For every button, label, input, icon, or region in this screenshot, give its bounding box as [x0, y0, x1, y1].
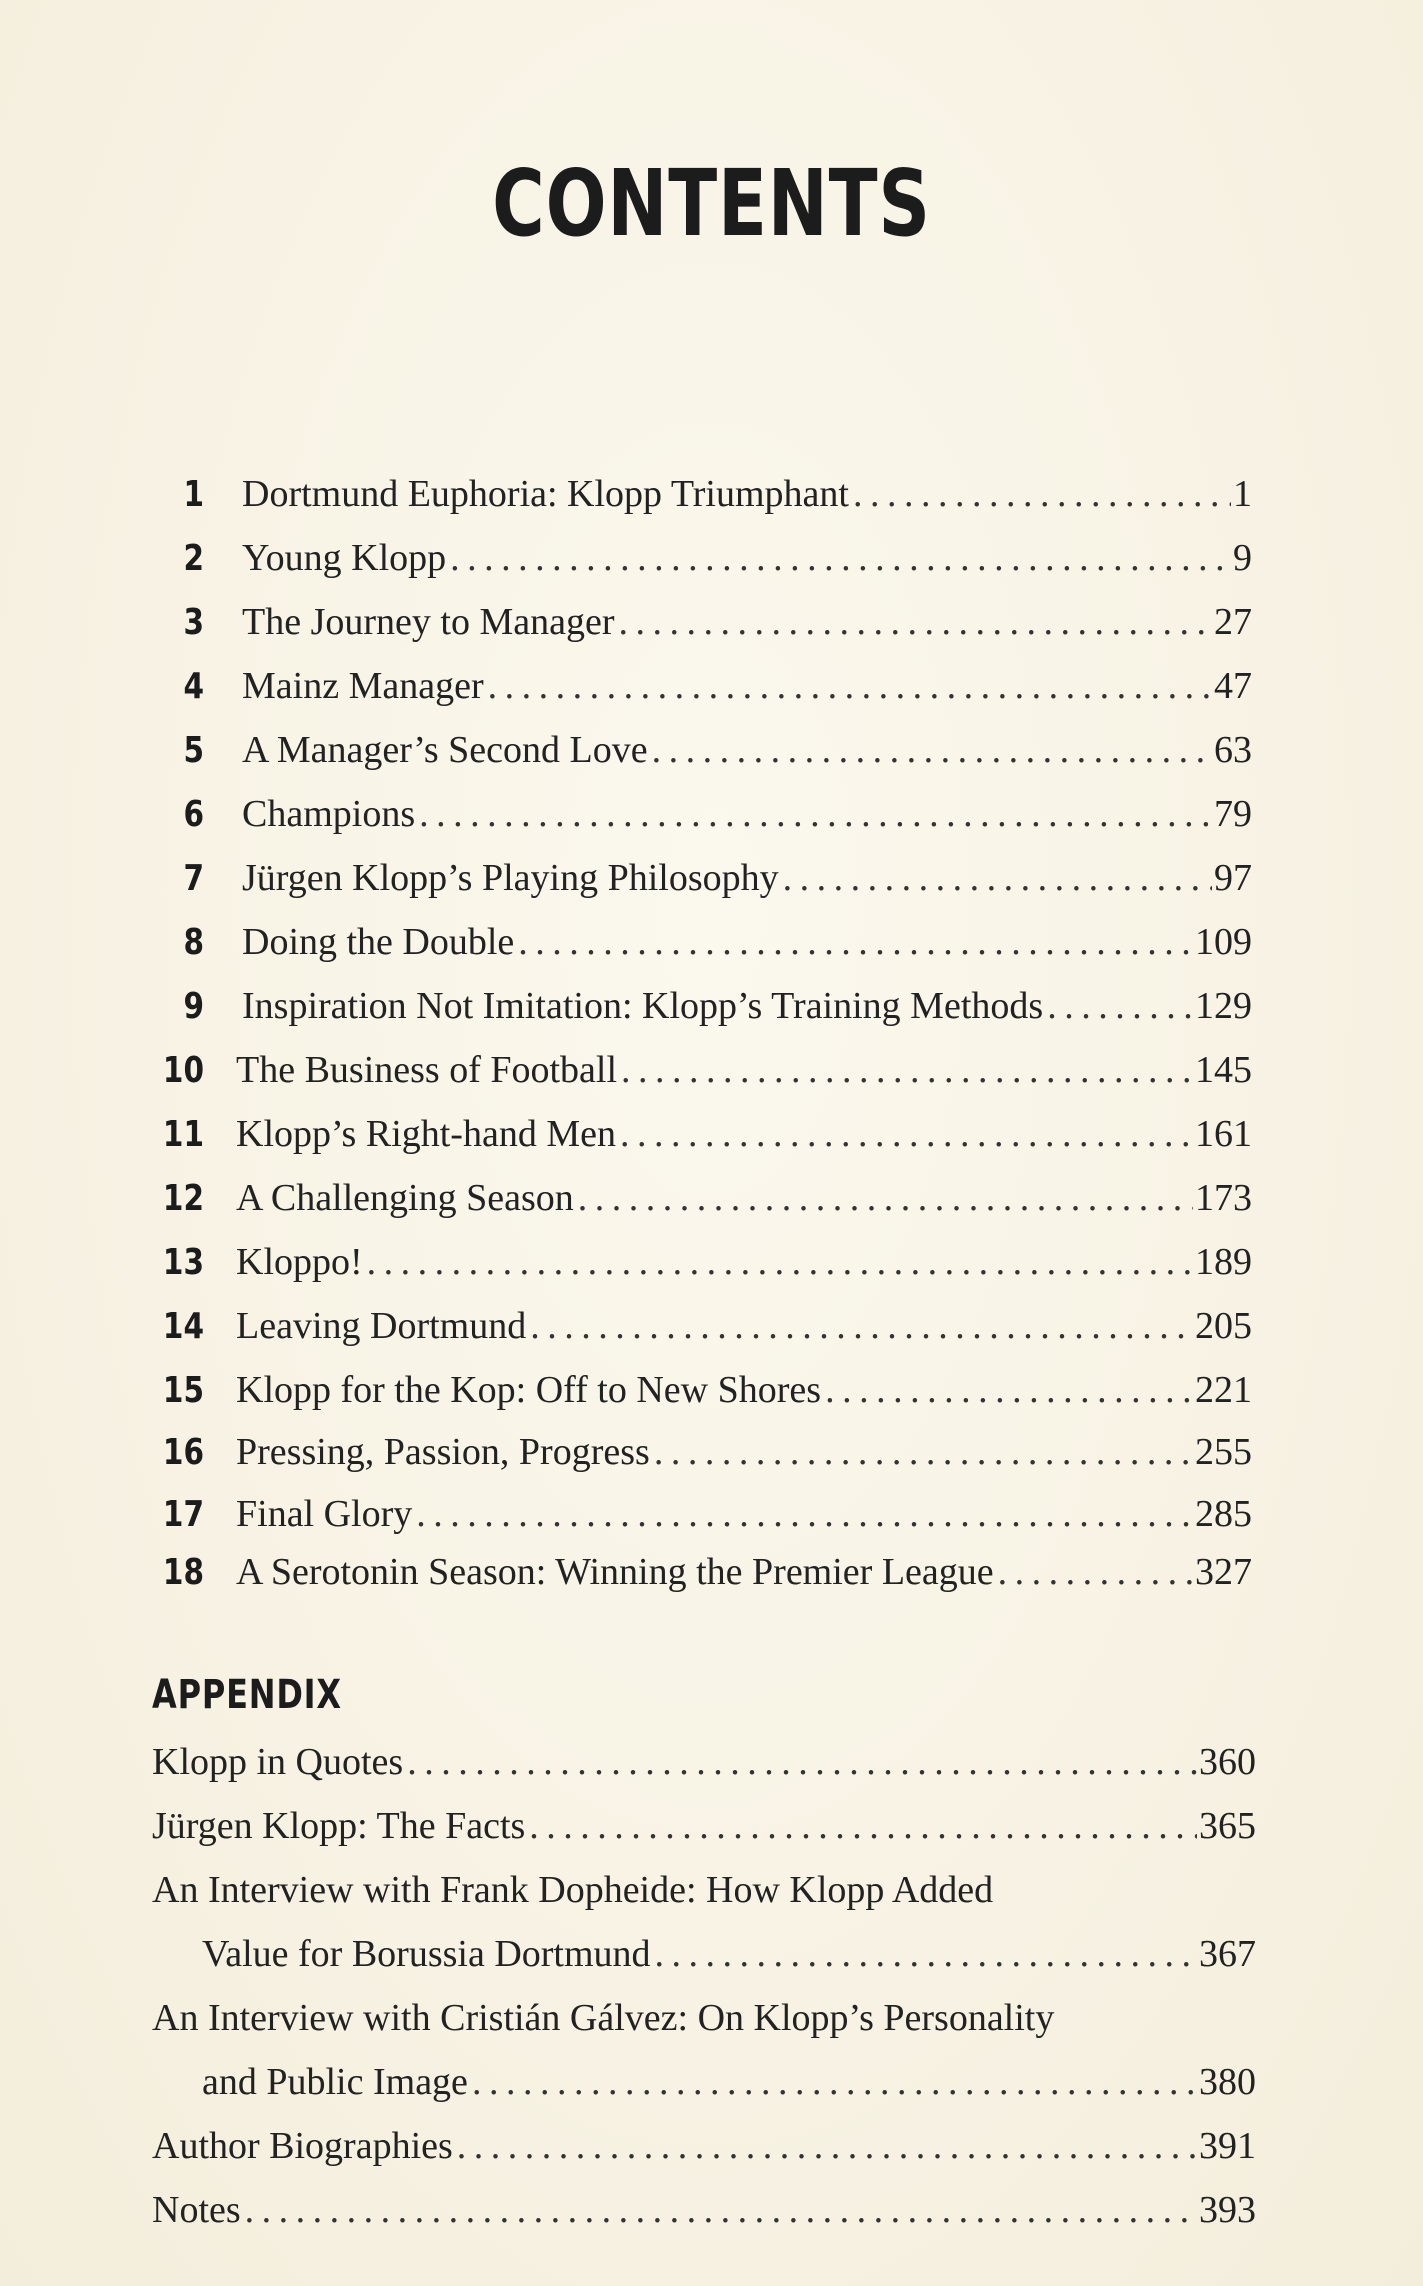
appendix-heading: APPENDIX	[152, 1672, 342, 1718]
dot-leader	[853, 472, 1231, 516]
chapter-number: 14	[162, 1306, 204, 1347]
chapter-title: Young Klopp	[242, 537, 447, 579]
toc-entry[interactable]	[150, 1492, 1252, 1544]
appendix-entry-title: Notes	[152, 2189, 241, 2231]
page-number: 9	[1233, 537, 1252, 579]
page-number: 205	[1195, 1305, 1252, 1347]
toc-entry[interactable]	[150, 1304, 1252, 1356]
page-number: 360	[1199, 1741, 1256, 1783]
chapter-title: Mainz Manager	[242, 665, 484, 707]
toc-entry[interactable]	[158, 792, 1252, 844]
chapter-number: 4	[183, 666, 204, 707]
chapter-title: Jürgen Klopp’s Playing Philosophy	[242, 857, 779, 899]
appendix-entry-title-line2: and Public Image	[202, 2061, 468, 2103]
chapter-title: The Business of Football	[236, 1049, 618, 1091]
page-number: 145	[1195, 1049, 1252, 1091]
chapter-number: 7	[183, 858, 204, 899]
page-number: 327	[1195, 1551, 1252, 1593]
toc-entry[interactable]	[150, 1112, 1252, 1164]
dot-leader	[245, 2188, 1197, 2232]
page-number: 27	[1214, 601, 1252, 643]
toc-entry[interactable]	[150, 1430, 1252, 1482]
page-number: 97	[1214, 857, 1252, 899]
chapter-number: 10	[162, 1050, 204, 1091]
toc-entry[interactable]	[150, 1048, 1252, 1100]
page-number: 367	[1199, 1933, 1256, 1975]
chapter-title: Klopp for the Kop: Off to New Shores	[236, 1369, 822, 1411]
chapter-number: 17	[162, 1494, 204, 1535]
toc-entry[interactable]	[158, 728, 1252, 780]
dot-leader	[620, 1112, 1193, 1156]
chapter-title: Kloppo!	[236, 1241, 363, 1283]
appendix-entry-title-line1[interactable]: An Interview with Frank Dopheide: How Klopp Added	[152, 1869, 994, 1911]
appendix-entry[interactable]	[202, 1932, 1256, 1984]
chapter-number: 16	[162, 1432, 204, 1473]
appendix-entry-title: Jürgen Klopp: The Facts	[152, 1805, 526, 1847]
chapter-title: The Journey to Manager	[242, 601, 615, 643]
page-title: CONTENTS	[492, 150, 931, 257]
dot-leader	[998, 1550, 1193, 1594]
toc-entry[interactable]	[158, 536, 1252, 588]
appendix-entry-title: Author Biographies	[152, 2125, 453, 2167]
dot-leader	[1047, 984, 1193, 1028]
toc-entry[interactable]	[150, 1550, 1252, 1602]
page-number: 189	[1195, 1241, 1252, 1283]
dot-leader	[472, 2060, 1197, 2104]
chapter-number: 8	[183, 922, 204, 963]
page-number: 129	[1195, 985, 1252, 1027]
page-number: 221	[1195, 1369, 1252, 1411]
toc-entry[interactable]	[158, 600, 1252, 652]
chapter-title: A Serotonin Season: Winning the Premier League	[236, 1551, 994, 1593]
toc-entry[interactable]	[150, 1240, 1252, 1292]
toc-entry[interactable]	[158, 984, 1252, 1036]
dot-leader	[621, 1048, 1193, 1092]
toc-entry[interactable]	[158, 920, 1252, 972]
chapter-title: Champions	[242, 793, 416, 835]
page-number: 393	[1199, 2189, 1256, 2231]
page-number: 285	[1195, 1493, 1252, 1535]
page-number: 173	[1195, 1177, 1252, 1219]
chapter-number: 11	[162, 1114, 204, 1155]
page-number: 47	[1214, 665, 1252, 707]
appendix-entry-title-line2: Value for Borussia Dortmund	[202, 1933, 651, 1975]
dot-leader	[416, 1492, 1193, 1536]
dot-leader	[407, 1740, 1197, 1784]
appendix-entry[interactable]	[152, 1740, 1256, 1792]
chapter-number: 9	[183, 986, 204, 1027]
dot-leader	[488, 664, 1212, 708]
dot-leader	[578, 1176, 1193, 1220]
chapter-title: Klopp’s Right-hand Men	[236, 1113, 616, 1155]
chapter-number: 1	[183, 474, 204, 515]
chapter-number: 3	[183, 602, 204, 643]
chapter-number: 6	[183, 794, 204, 835]
toc-entry[interactable]	[150, 1176, 1252, 1228]
chapter-number: 15	[162, 1370, 204, 1411]
appendix-entry[interactable]	[152, 2124, 1256, 2176]
dot-leader	[450, 536, 1231, 580]
page-number: 1	[1233, 473, 1252, 515]
dot-leader	[457, 2124, 1197, 2168]
page-number: 365	[1199, 1805, 1256, 1847]
page-number: 255	[1195, 1431, 1252, 1473]
page-number: 63	[1214, 729, 1252, 771]
appendix-entry[interactable]	[202, 2060, 1256, 2112]
chapter-title: Dortmund Euphoria: Klopp Triumphant	[242, 473, 849, 515]
dot-leader	[655, 1932, 1197, 1976]
dot-leader	[825, 1368, 1193, 1412]
chapter-number: 2	[183, 538, 204, 579]
chapter-number: 5	[183, 730, 204, 771]
dot-leader	[783, 856, 1212, 900]
chapter-number: 13	[162, 1242, 204, 1283]
page-number: 380	[1199, 2061, 1256, 2103]
page-number: 161	[1195, 1113, 1252, 1155]
dot-leader	[654, 1430, 1193, 1474]
dot-leader	[419, 792, 1212, 836]
toc-entry[interactable]	[150, 1368, 1252, 1420]
dot-leader	[518, 920, 1193, 964]
chapter-title: Leaving Dortmund	[236, 1305, 527, 1347]
chapter-title: Final Glory	[236, 1493, 413, 1535]
toc-entry[interactable]	[158, 664, 1252, 716]
appendix-entry-title-line1[interactable]: An Interview with Cristián Gálvez: On Klopp’s Personality	[152, 1997, 1055, 2039]
page-number: 109	[1195, 921, 1252, 963]
page-number: 391	[1199, 2125, 1256, 2167]
chapter-title: Pressing, Passion, Progress	[236, 1431, 650, 1473]
dot-leader	[530, 1304, 1193, 1348]
appendix-entry[interactable]	[152, 1804, 1256, 1856]
page-number: 79	[1214, 793, 1252, 835]
dot-leader	[652, 728, 1212, 772]
dot-leader	[367, 1240, 1193, 1284]
toc-entry[interactable]	[158, 472, 1252, 524]
dot-leader	[619, 600, 1213, 644]
chapter-title: Doing the Double	[242, 921, 515, 963]
dot-leader	[529, 1804, 1197, 1848]
chapter-title: A Manager’s Second Love	[242, 729, 648, 771]
chapter-number: 18	[162, 1552, 204, 1593]
chapter-title: Inspiration Not Imitation: Klopp’s Training Methods	[242, 985, 1044, 1027]
appendix-entry[interactable]	[152, 2188, 1256, 2240]
appendix-entry-title: Klopp in Quotes	[152, 1741, 404, 1783]
toc-entry[interactable]	[158, 856, 1252, 908]
chapter-title: A Challenging Season	[236, 1177, 574, 1219]
chapter-number: 12	[162, 1178, 204, 1219]
